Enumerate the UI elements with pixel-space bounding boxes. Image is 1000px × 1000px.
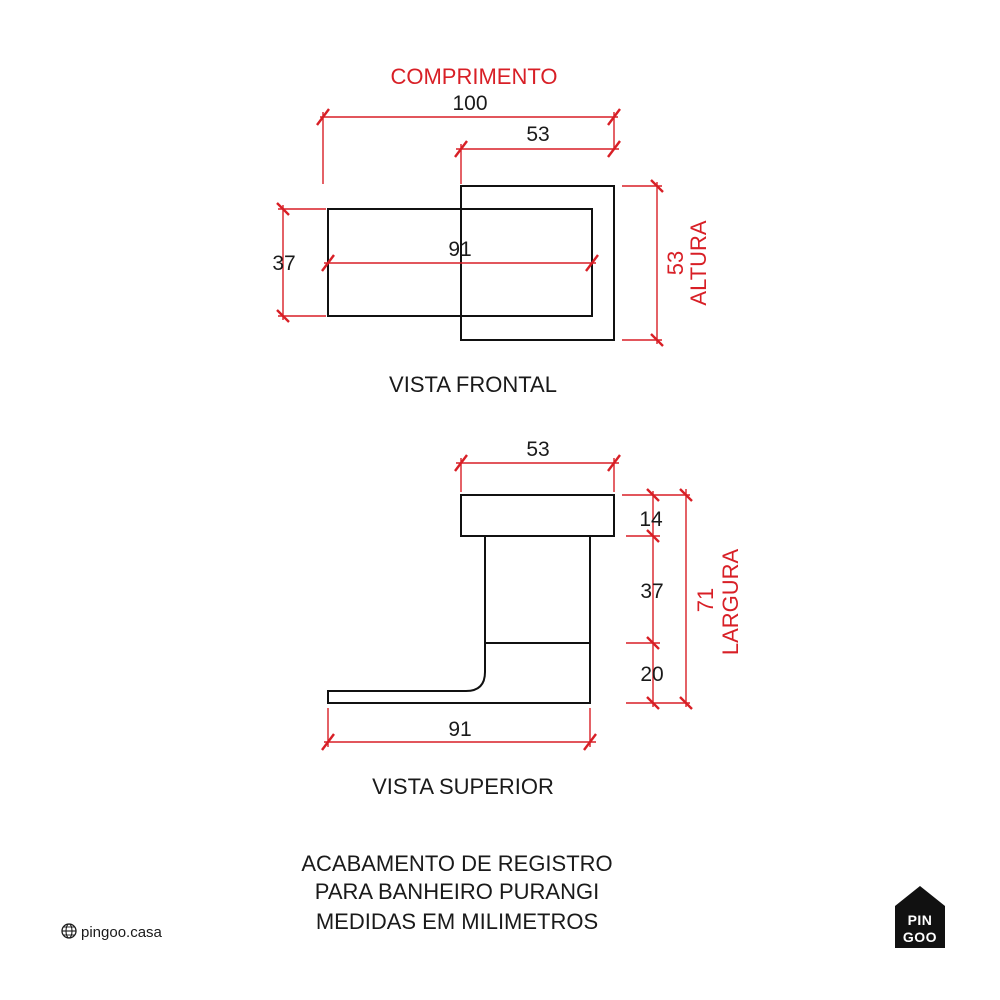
top-lever-depth-value: 20 bbox=[640, 663, 664, 686]
front-lever-height-value: 37 bbox=[272, 252, 296, 275]
front-plate-width-value: 53 bbox=[526, 123, 550, 146]
top-plate-outline bbox=[461, 495, 614, 536]
dim-front-plate-width bbox=[455, 141, 620, 184]
pingoo-logo bbox=[895, 886, 945, 948]
top-lever-length-value: 91 bbox=[448, 718, 472, 741]
top-lever-outline bbox=[328, 643, 590, 703]
site-url: pingoo.casa bbox=[81, 924, 162, 941]
top-view bbox=[322, 438, 743, 799]
logo-line-1: PIN bbox=[907, 912, 933, 928]
top-view-caption: VISTA SUPERIOR bbox=[372, 774, 554, 799]
largura-value: 71 bbox=[693, 587, 718, 613]
dim-comprimento bbox=[317, 109, 620, 184]
top-plate-depth-value: 14 bbox=[639, 508, 663, 531]
altura-label: ALTURA bbox=[686, 220, 711, 306]
comprimento-label: COMPRIMENTO bbox=[390, 64, 558, 89]
title-line-1: ACABAMENTO DE REGISTRO bbox=[301, 851, 613, 876]
footer-site bbox=[62, 924, 163, 941]
dim-altura bbox=[622, 180, 663, 346]
largura-label: LARGURA bbox=[718, 548, 743, 656]
globe-icon bbox=[62, 924, 76, 938]
front-lever-length-value: 91 bbox=[448, 238, 472, 261]
title-line-2: PARA BANHEIRO PURANGI bbox=[314, 879, 600, 904]
comprimento-value: 100 bbox=[452, 92, 488, 115]
front-view bbox=[272, 64, 711, 397]
top-plate-width-value: 53 bbox=[526, 438, 550, 461]
top-stem-outline bbox=[485, 536, 590, 643]
front-view-caption: VISTA FRONTAL bbox=[389, 372, 557, 397]
title-line-3: MEDIDAS EM MILIMETROS bbox=[315, 909, 599, 934]
altura-value: 53 bbox=[663, 250, 688, 276]
title-block bbox=[301, 851, 612, 934]
logo-line-2: GOO bbox=[902, 929, 938, 945]
dim-largura bbox=[680, 489, 692, 709]
top-stem-depth-value: 37 bbox=[640, 580, 664, 603]
